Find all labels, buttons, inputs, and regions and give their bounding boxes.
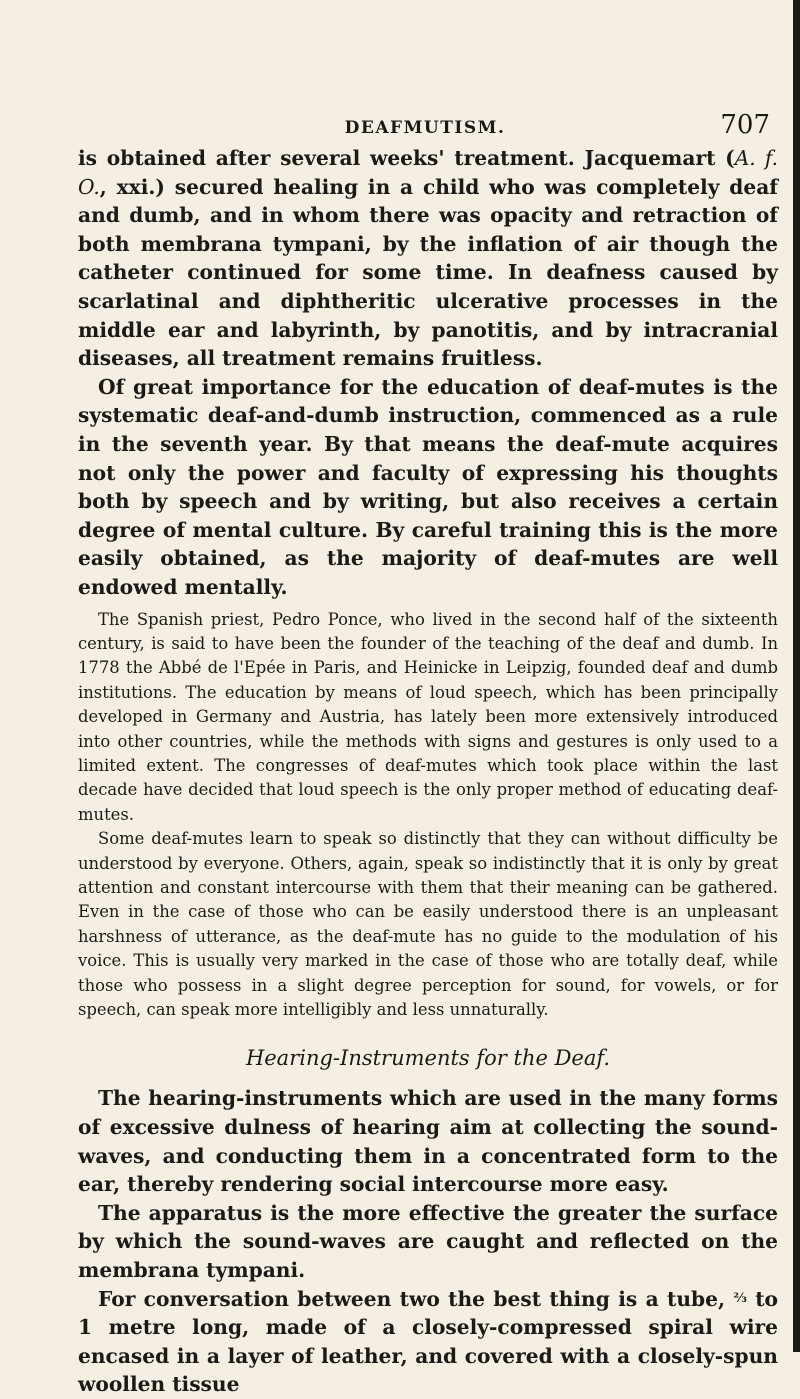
page-edge-shadow [793,0,800,1352]
paragraph-treatment-results [78,144,778,373]
paragraph-text: to 1 metre long, made of a closely-compressed spiral wire encased in a layer of leather, and covered with a closely-spun woollen tissue [78,1286,778,1397]
paragraph-text: is obtained after several weeks' treatment. Jacquemart ( [78,146,735,170]
paragraph-history-of-teaching: The Spanish priest, Pedro Ponce, who lived in the second half of the sixteenth century, is said to have been the founder of the teaching of the deaf and dumb. In 1778 the Abbé de l'Epée in Paris, and Heinicke in Leipzig, founded deaf and dumb institutions. The education by means of loud speech, which has been principally developed in Germany and Austria, has lately been more extensively introduced into other countries, while the methods with signs and gestures is only used to a limited extent. The congresses of deaf-mutes which took place within the last decade have decided that loud speech is the only proper method of educating deaf-mutes. [78,609,778,824]
paragraph-apparatus-effectiveness: The apparatus is the more effective the greater the surface by which the sound-waves are caught and reflected on the membrana tympani. [78,1200,778,1282]
paragraph-conversation-tube [78,1285,778,1399]
citation: A. f. O. [78,146,778,199]
paragraph-hearing-instruments: The hearing-instruments which are used in the many forms of excessive dulness of hearing aim at collecting the sound-waves, and conducting them in a concentrated form to the ear, thereby rendering social intercourse more easy. [78,1086,778,1197]
paragraph-text: , xxi.) secured healing in a child who was completely deaf and dumb, and in whom there was opacity and retraction of both membrana tympani, by the inflation of air though the catheter continued for some time. In deafness caused by scarlatinal and diphtheritic ulcerative processes in the middle ear and labyrinth, by panotitis, and by intracranial diseases, all treatment remains fruitless. [78,174,778,371]
fraction-two-thirds: ⅔ [733,1290,747,1306]
paragraph-text: For conversation between two the best thing is a tube, [98,1286,726,1311]
page-number: 707 [720,110,770,140]
paragraph-education-importance: Of great importance for the education of deaf-mutes is the systematic deaf-and-dumb instruction, commenced as a rule in the seventh year. By that means the deaf-mute acquires not only the power and faculty of expressing his thoughts both by speech and by writing, but also receives a certain degree of mental culture. By careful training this is the more easily obtained, as the majority of deaf-mutes are well endowed mentally. [78,374,778,599]
page-header [70,100,780,140]
running-head: DEAFMUTISM. [344,118,506,138]
page-body [78,144,778,1399]
section-heading: Hearing-Instruments for the Deaf. [245,1046,611,1071]
paragraph-speech-quality: Some deaf-mutes learn to speak so distinctly that they can without difficulty be understood by everyone. Others, again, speak so indistinctly that it is only by great attention and constant intercourse with them that their meaning can be gathered. Even in the case of those who can be easily understood there is an unpleasant harshness of utterance, as the deaf-mute has no guide to the modulation of his voice. This is usually very marked in the case of those who are totally deaf, while those who possess in a slight degree perception for sound, for vowels, or for speech, can speak more intelligibly and less unnaturally. [78,829,778,1019]
